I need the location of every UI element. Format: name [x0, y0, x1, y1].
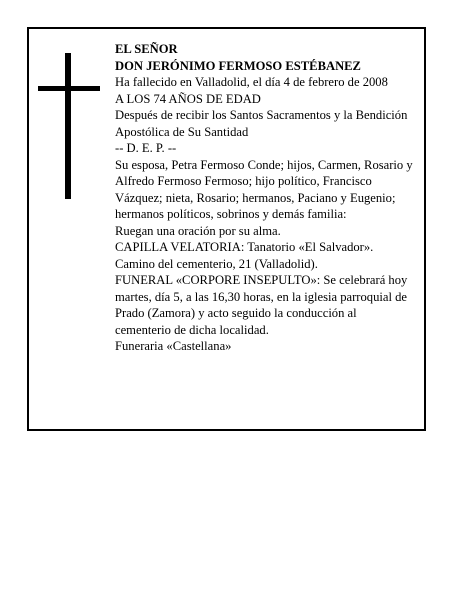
dep-line: -- D. E. P. -- — [115, 141, 177, 155]
funeral-paragraph: FUNERAL «CORPORE INSEPULTO»: Se celebrará hoy martes, día 5, a las 16,30 horas, en la iglesia parroquial de Prado (Zamora) y acto seguido la conducción al cementerio de dicha localidad. — [115, 273, 408, 337]
obituary-notice — [27, 27, 426, 431]
family-paragraph: Su esposa, Petra Fermoso Conde; hijos, Carmen, Rosario y Alfredo Fermoso Fermoso; hijo político, Francisco Vázquez; nieta, Rosario; hermanos, Paciano y Eugenio; hermanos políticos, sobrinos y demás familia: — [115, 157, 413, 221]
chapel-paragraph: CAPILLA VELATORIA: Tanatorio «El Salvador». Camino del cementerio, 21 (Valladolid). — [115, 240, 374, 271]
age-line: A LOS 74 AÑOS DE EDAD — [115, 91, 261, 106]
prayer-line: Ruegan una oración por su alma. — [115, 223, 281, 238]
notice-title: EL SEÑOR — [115, 42, 178, 56]
deceased-name: DON JERÓNIMO FERMOSO ESTÉBANEZ — [115, 58, 361, 73]
funeral-home-line: Funeraria «Castellana» — [115, 339, 232, 353]
obituary-text — [115, 41, 415, 355]
sacraments-line: Después de recibir los Santos Sacramentos y la Bendición Apostólica de Su Santidad — [115, 108, 408, 139]
cross-icon — [38, 53, 100, 199]
death-line: Ha fallecido en Valladolid, el día 4 de febrero de 2008 — [115, 75, 388, 89]
